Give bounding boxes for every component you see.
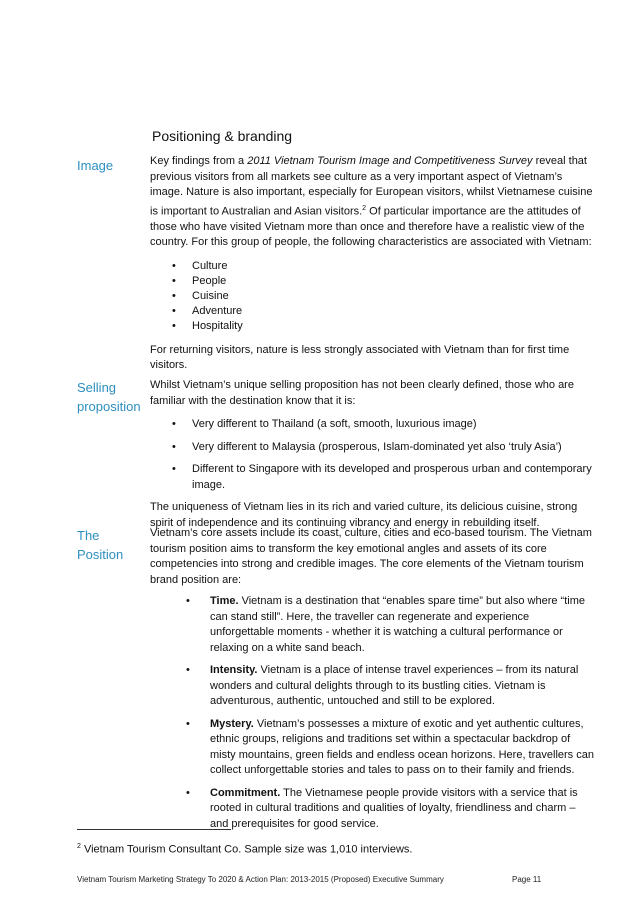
- list-item: [150, 440, 595, 456]
- selling-section: [150, 378, 595, 531]
- bullet-icon: •: [172, 418, 176, 430]
- list-item-text: Vietnam is a destination that “enables spare time” but also where “time can stand still”. Here, the traveller can regenerate and experience unforgettable moments - whether it is watching a cultural performance or relaxing on a white sand beach.: [210, 595, 586, 654]
- image-paragraph-2: For returning visitors, nature is less strongly associated with Vietnam than for first time visitors.: [150, 343, 570, 372]
- list-item-text: Different to Singapore with its developed and prosperous urban and contemporary image.: [192, 463, 592, 491]
- list-item-text: Vietnam is a place of intense travel experiences – from its natural wonders and cultural delights through to its bustling cities. Vietnam is adventurous, authentic, untouched and still to be explored.: [210, 664, 579, 707]
- list-item-text: Adventure: [192, 305, 243, 318]
- side-label-position-line2: Position: [77, 547, 124, 562]
- bullet-icon: •: [186, 717, 190, 730]
- image-paragraph-1: [150, 154, 595, 251]
- term-mystery: Mystery.: [210, 717, 254, 730]
- footer-document-title: Vietnam Tourism Marketing Strategy To 2020 & Action Plan: 2013-2015 (Proposed) Executive Summary: [77, 875, 444, 884]
- bullet-icon: •: [172, 259, 176, 272]
- bullet-icon: •: [186, 664, 190, 676]
- list-item-text: Very different to Thailand (a soft, smooth, luxurious image): [192, 418, 477, 430]
- footnote-number: 2: [77, 843, 81, 850]
- list-item: [150, 259, 595, 274]
- survey-title: 2011 Vietnam Tourism Image and Competitiveness Survey: [247, 155, 533, 167]
- brand-elements-list: [150, 594, 595, 832]
- list-item-text: Vietnam’s possesses a mixture of exotic and yet authentic cultures, ethnic groups, religions and traditions set within a spectacular backdrop of misty mountains, green fields and endless ocean horizons. Here, travellers can collect unforgettable stories and tales to pass on to their family and friends.: [210, 717, 594, 776]
- bullet-icon: •: [186, 786, 190, 799]
- side-label-position-line1: The: [77, 528, 100, 543]
- image-p1-after: reveal that previous visitors from all markets see culture as a very important aspect of Vietnam’s image. Nature is also important, especially for European visitors, whilst Vietnamese cuisine is important to Australian and Asian visitors.: [150, 155, 593, 218]
- list-item: [150, 594, 595, 656]
- list-item: [150, 274, 595, 289]
- list-item: [150, 319, 595, 334]
- selling-paragraph-2: The uniqueness of Vietnam lies in its rich and varied culture, its delicious cuisine, strong spirit of independence and its continuing vibrancy and energy in rebuilding itself.: [150, 501, 578, 529]
- bullet-icon: •: [186, 595, 190, 607]
- bullet-icon: •: [172, 290, 176, 303]
- image-p1-tail: Of particular importance are the attitudes of those who have visited Vietnam more than once and therefore have a realistic view of the country. For this group of people, the following characteristics are associated with Vietnam:: [150, 205, 592, 249]
- footnote-text: Vietnam Tourism Consultant Co. Sample size was 1,010 interviews.: [80, 843, 413, 856]
- image-section: [150, 154, 595, 374]
- bullet-icon: •: [172, 440, 176, 453]
- footnote-ref: 2: [362, 204, 367, 212]
- position-paragraph-1: Vietnam’s core assets include its coast, culture, cities and eco-based tourism. The Vietnam tourism position aims to transform the key emotional angles and assets of its core competencies into strong and credible images. The core elements of the Vietnam tourism brand position are:: [150, 527, 592, 586]
- list-item: [150, 786, 595, 833]
- list-item: [150, 289, 595, 304]
- characteristics-list: [150, 259, 595, 335]
- bullet-icon: •: [172, 274, 176, 287]
- section-heading: Positioning & branding: [152, 128, 293, 144]
- term-time: Time.: [210, 595, 239, 607]
- selling-list: [150, 417, 595, 493]
- position-section: [150, 526, 595, 839]
- list-item-text: Culture: [192, 259, 228, 272]
- list-item-text: The Vietnamese people provide visitors with a service that is rooted in cultural traditions and qualities of loyalty, friendliness and charm – and prerequisites for good service.: [210, 786, 578, 830]
- list-item-text: Very different to Malaysia (prosperous, Islam-dominated yet also ‘truly Asia’): [192, 440, 562, 453]
- side-label-selling-line1: Selling: [77, 380, 117, 395]
- list-item: [150, 462, 595, 493]
- list-item: [150, 417, 595, 433]
- selling-paragraph-1: Whilst Vietnam’s unique selling proposition has not been clearly defined, those who are familiar with the destination know that it is:: [150, 379, 574, 407]
- bullet-icon: •: [172, 320, 176, 333]
- list-item: [150, 663, 595, 710]
- footnote: [77, 843, 413, 856]
- list-item: [150, 304, 595, 319]
- side-label-image: Image: [77, 158, 114, 173]
- list-item: [150, 717, 595, 779]
- bullet-icon: •: [172, 305, 176, 318]
- image-p1-before: Key findings from a: [150, 155, 248, 167]
- bullet-icon: •: [172, 463, 176, 475]
- footnote-divider: [77, 829, 231, 830]
- side-label-selling: [77, 378, 141, 416]
- footer-page-number: Page 11: [512, 875, 542, 884]
- term-commitment: Commitment.: [210, 786, 281, 799]
- side-label-position: [77, 526, 123, 564]
- side-label-selling-line2: proposition: [77, 399, 141, 414]
- list-item-text: Cuisine: [192, 290, 229, 303]
- list-item-text: Hospitality: [192, 320, 243, 333]
- list-item-text: People: [192, 274, 227, 287]
- term-intensity: Intensity.: [210, 664, 258, 676]
